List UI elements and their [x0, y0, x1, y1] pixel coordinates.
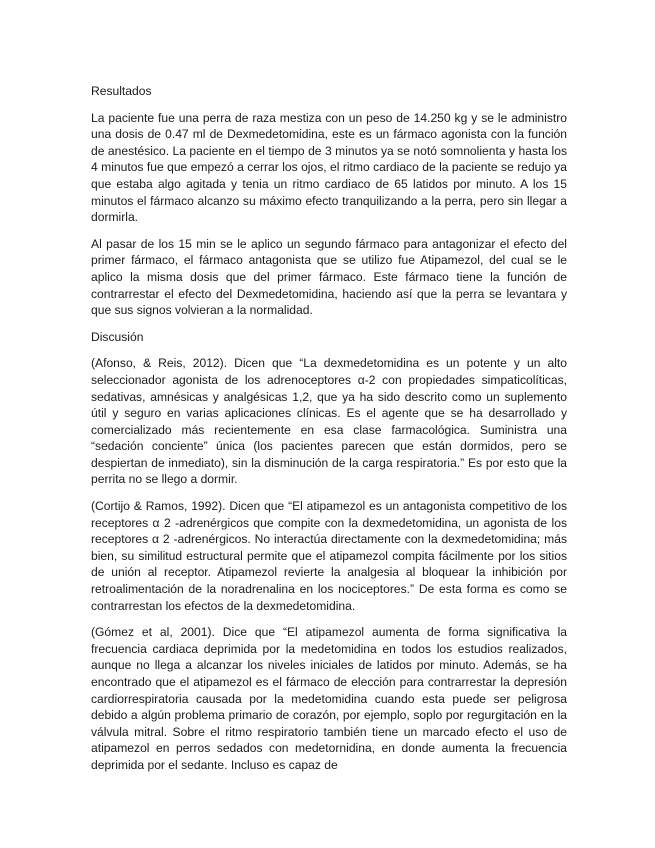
- results-paragraph-1: La paciente fue una perra de raza mestiza con un peso de 14.250 kg y se le administro una dosis de 0.47 ml de Dexmedetomidina, este es un fármaco agonista con la función de anestésico. La paciente en el tiempo de 3 minutos ya se notó somnolienta y hasta los 4 minutos fue que empezó a cerrar los ojos, el ritmo cardiaco de la paciente se redujo ya que estaba algo agitada y tenia un ritmo cardiaco de 65 latidos por minuto. A los 15 minutos el fármaco alcanzo su máximo efecto tranquilizando a la perra, pero sin llegar a dormirla.: [91, 110, 567, 225]
- discussion-paragraph-1: (Afonso, & Reis, 2012). Dicen que “La dexmedetomidina es un potente y un alto seleccionador agonista de los adrenoceptores α-2 con propiedades simpaticolíticas, sedativas, amnésicas y analgésicas 1,2, que ya ha sido descrito como un suplemento útil y seguro en varias aplicaciones clínicas. Es el agente que se ha desarrollado y comercializado más recientemente en esa clase farmacológica. Suministra una “sedación conciente” única (los pacientes parecen que están dormidos, pero se despiertan de inmediato), sin la disminución de la carga respiratoria.” Es por esto que la perrita no se llego a dormir.: [91, 356, 567, 487]
- section-heading-resultados: Resultados: [91, 84, 152, 98]
- document-body: [91, 83, 567, 784]
- section-heading-discusion: Discusión: [91, 329, 144, 344]
- results-paragraph-2: Al pasar de los 15 min se le aplico un segundo fármaco para antagonizar el efecto del primer fármaco, el fármaco antagonista que se utilizo fue Atipamezol, del cual se le aplico la misma dosis que del primer fármaco. Este fármaco tiene la función de contrarrestar el efecto del Dexmedetomidina, haciendo así que la perra se levantara y que sus signos volvieran a la normalidad.: [91, 236, 567, 318]
- discussion-paragraph-3: (Gómez et al, 2001). Dice que “El atipamezol aumenta de forma significativa la frecuencia cardiaca deprimida por la medetomidina en todos los estudios realizados, aunque no llega a alcanzar los niveles iniciales de latidos por minuto. Además, se ha encontrado que el atipamezol es el fármaco de elección para contrarrestar la depresión cardiorrespiratoria causada por la medetomidina cuando esta puede ser peligrosa debido a algún problema primario de corazón, por ejemplo, soplo por regurgitación en la válvula mitral. Sobre el ritmo respiratorio también tiene un marcado efecto el uso de atipamezol en perros sedados con medetornidina, en donde aumenta la frecuencia deprimida por el sedante. Incluso es capaz de: [91, 625, 567, 772]
- discussion-paragraph-2: (Cortijo & Ramos, 1992). Dicen que “El atipamezol es un antagonista competitivo de los receptores α 2 -adrenérgicos que compite con la dexmedetomidina, un agonista de los receptores α 2 -adrenérgicos. No interactúa directamente con la dexmedetomidina; más bien, su similitud estructural permite que el atipamezol compita fácilmente por los sitios de unión al receptor. Atipamezol revierte la analgesia al bloquear la inhibición por retroalimentación de la noradrenalina en los nociceptores.” De esta forma es como se contrarrestan los efectos de la dexmedetomidina.: [91, 499, 567, 613]
